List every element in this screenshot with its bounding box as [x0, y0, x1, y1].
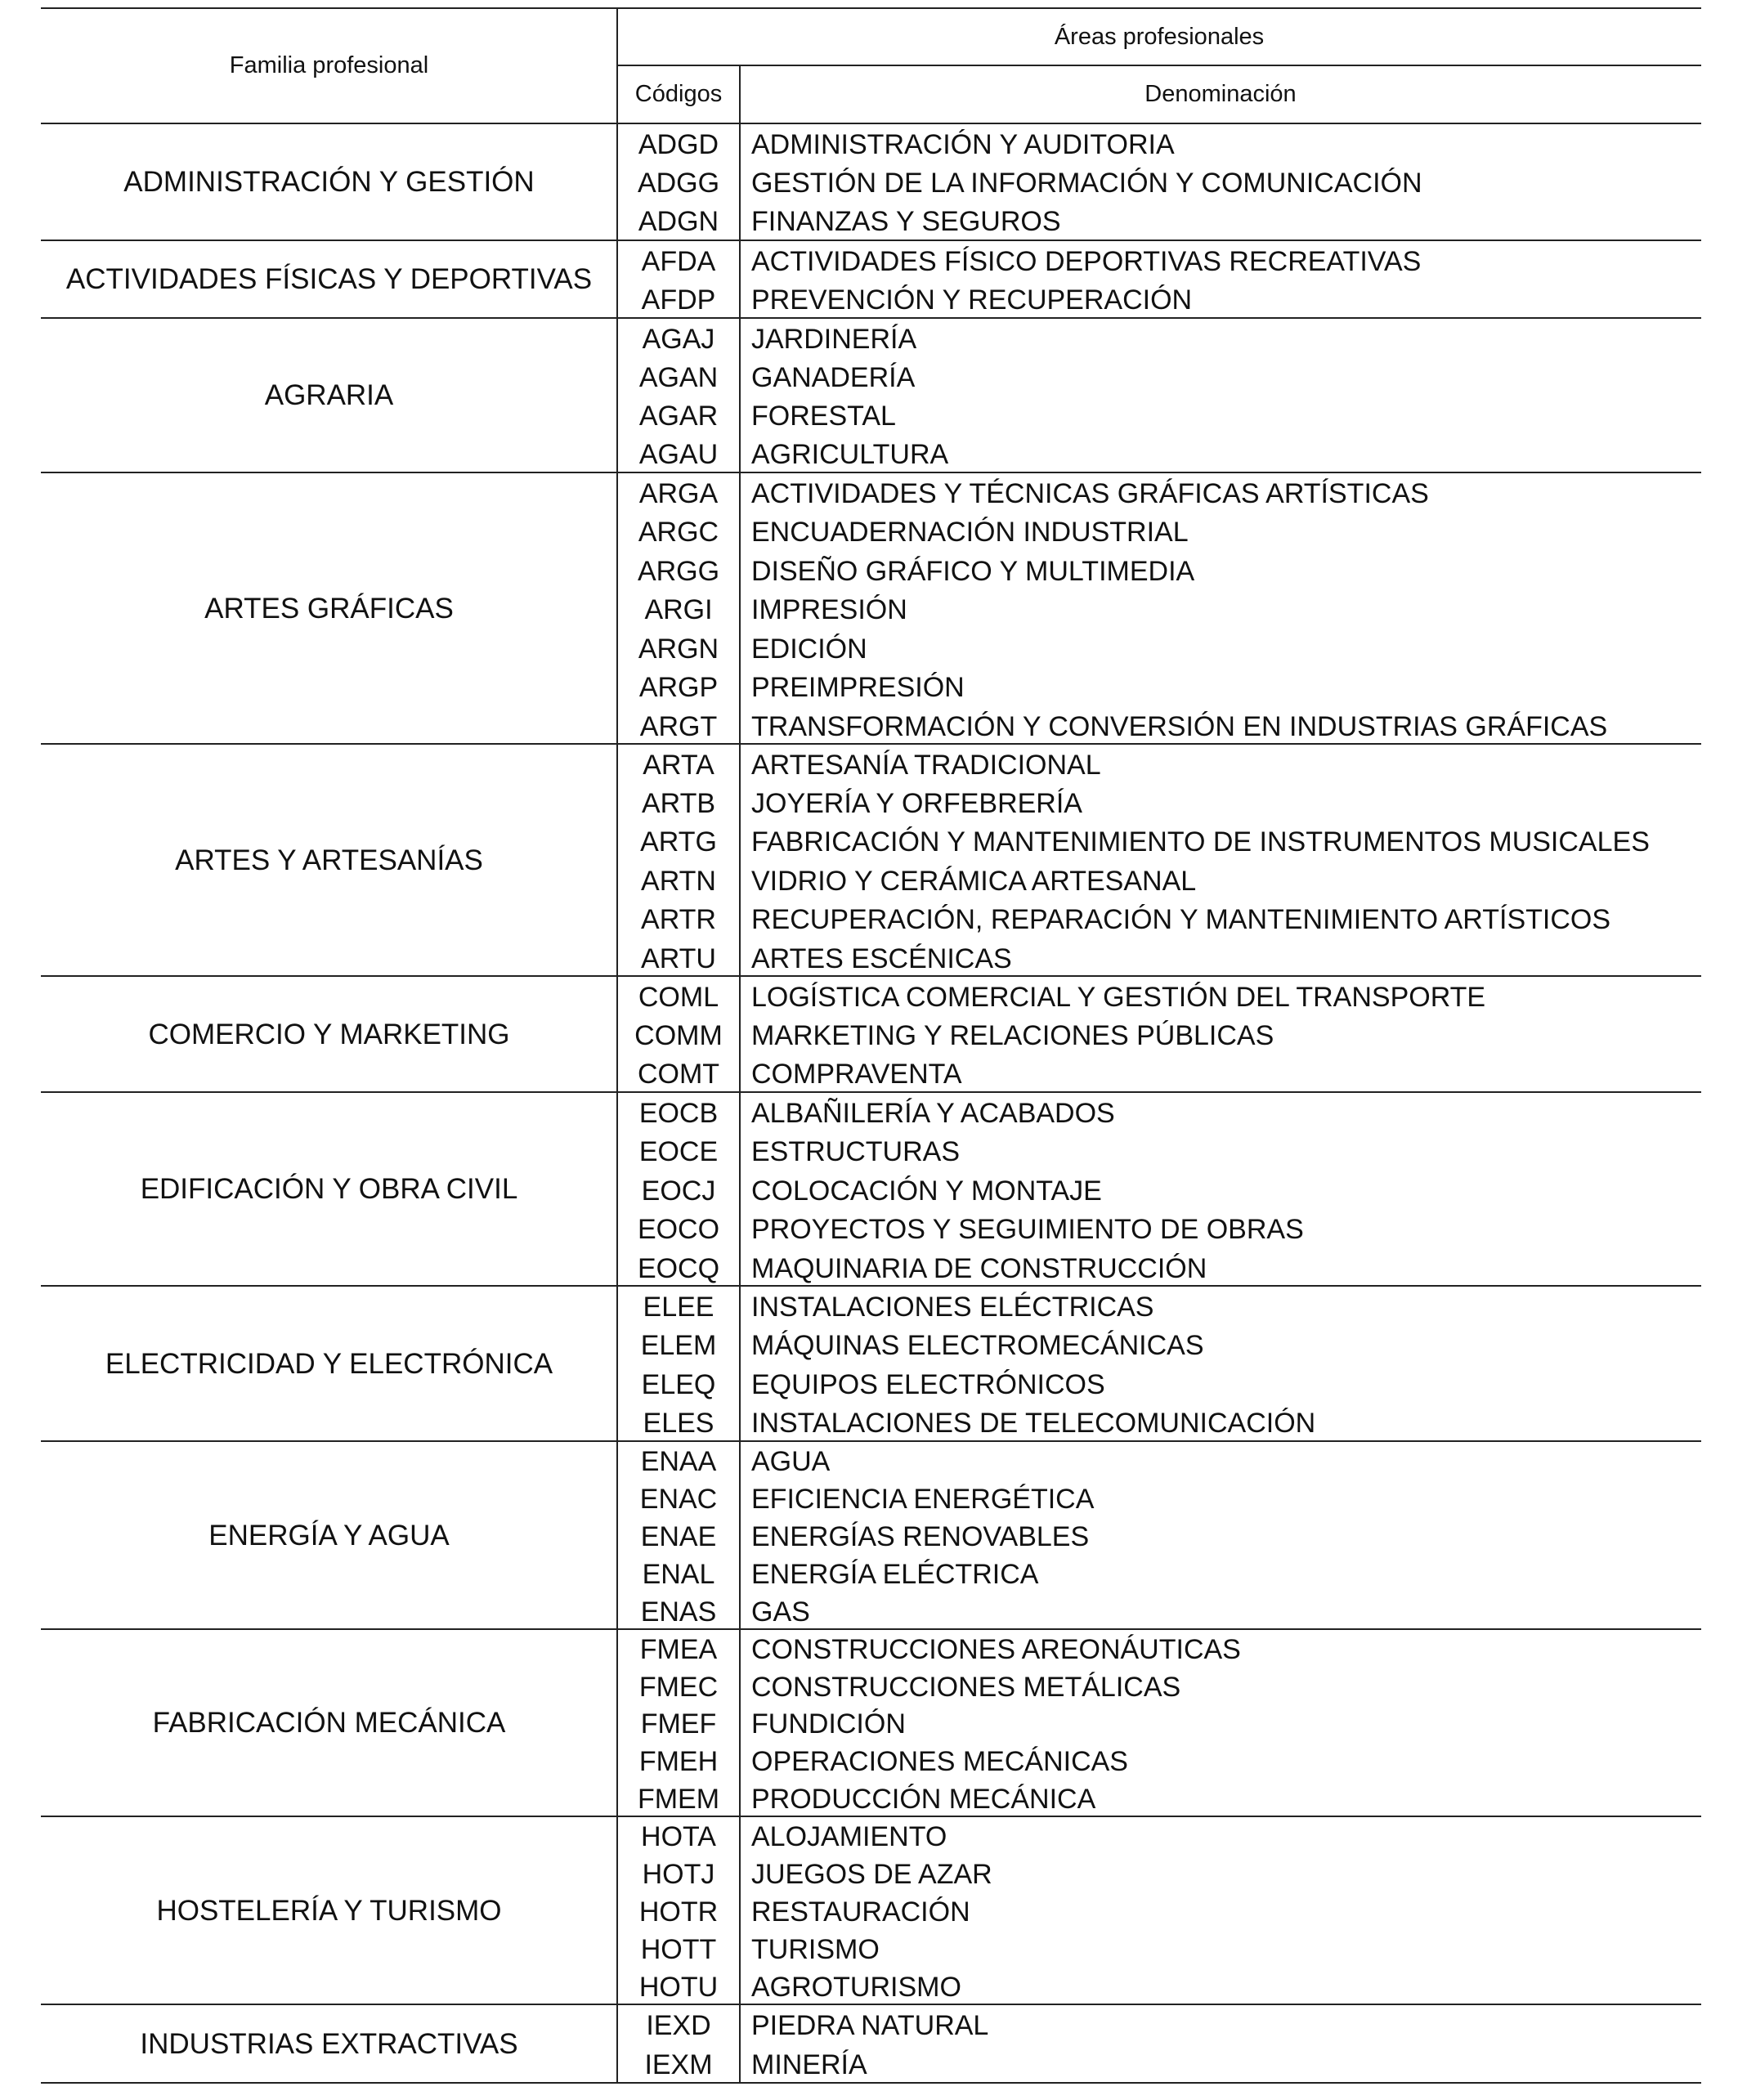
- area-name: GANADERÍA: [751, 361, 916, 393]
- family-name: EDIFICACIÓN Y OBRA CIVIL: [140, 1173, 518, 1205]
- area-code: FMEF: [640, 1708, 717, 1740]
- area-code: ADGD: [638, 128, 719, 160]
- area-code: ELES: [643, 1408, 714, 1440]
- area-name: MÁQUINAS ELECTROMECÁNICAS: [751, 1330, 1204, 1362]
- area-code: EOCJ: [641, 1175, 716, 1207]
- area-code: IEXM: [644, 2049, 713, 2080]
- area-code: HOTJ: [642, 1859, 715, 1890]
- area-name: MARKETING Y RELACIONES PÚBLICAS: [751, 1019, 1274, 1051]
- area-name: MINERÍA: [751, 2049, 867, 2080]
- header-areas: Áreas profesionales: [1054, 23, 1265, 50]
- area-name: DISEÑO GRÁFICO Y MULTIMEDIA: [751, 555, 1195, 587]
- area-code: ENAA: [640, 1446, 717, 1477]
- area-name: PREVENCIÓN Y RECUPERACIÓN: [751, 284, 1193, 316]
- family-name: COMERCIO Y MARKETING: [148, 1018, 510, 1050]
- area-name: PREIMPRESIÓN: [751, 672, 965, 704]
- area-name: AGUA: [751, 1446, 831, 1477]
- area-name: AGRICULTURA: [751, 439, 949, 471]
- area-name: FINANZAS Y SEGUROS: [751, 205, 1061, 237]
- area-name: INSTALACIONES DE TELECOMUNICACIÓN: [751, 1408, 1316, 1440]
- area-code: AGAJ: [642, 323, 715, 355]
- area-code: ENAL: [642, 1559, 715, 1590]
- family-name: FABRICACIÓN MECÁNICA: [152, 1707, 506, 1739]
- area-code: AFDP: [641, 284, 716, 316]
- area-name: AGROTURISMO: [751, 1972, 961, 2003]
- area-code: ENAC: [639, 1484, 718, 1515]
- area-name: LOGÍSTICA COMERCIAL Y GESTIÓN DEL TRANSPORTE: [751, 981, 1486, 1013]
- area-code: AFDA: [641, 245, 716, 277]
- area-name: INSTALACIONES ELÉCTRICAS: [751, 1291, 1154, 1323]
- area-name: GESTIÓN DE LA INFORMACIÓN Y COMUNICACIÓN: [751, 167, 1422, 199]
- area-code: ENAS: [640, 1596, 717, 1628]
- area-code: ARTB: [641, 788, 716, 820]
- area-name: PRODUCCIÓN MECÁNICA: [751, 1784, 1096, 1816]
- area-code: ARTU: [641, 943, 716, 974]
- area-name: TRANSFORMACIÓN Y CONVERSIÓN EN INDUSTRIAS GRÁFICAS: [751, 710, 1608, 742]
- area-name: PROYECTOS Y SEGUIMIENTO DE OBRAS: [751, 1214, 1304, 1246]
- area-code: FMEH: [638, 1746, 719, 1778]
- area-name: EDICIÓN: [751, 633, 867, 665]
- area-name: CONSTRUCCIONES METÁLICAS: [751, 1671, 1181, 1703]
- area-name: EQUIPOS ELECTRÓNICOS: [751, 1368, 1105, 1400]
- area-code: COMM: [634, 1019, 723, 1051]
- area-name: RESTAURACIÓN: [751, 1896, 970, 1928]
- area-code: COMT: [637, 1059, 720, 1090]
- area-code: ARGT: [639, 710, 718, 742]
- area-name: ENCUADERNACIÓN INDUSTRIAL: [751, 517, 1189, 549]
- family-name: INDUSTRIAS EXTRACTIVAS: [140, 2027, 518, 2060]
- area-code: FMEM: [637, 1784, 720, 1816]
- family-name: AGRARIA: [264, 379, 394, 411]
- area-name: CONSTRUCCIONES AREONÁUTICAS: [751, 1633, 1241, 1665]
- area-name: GAS: [751, 1596, 810, 1628]
- area-code: FMEC: [638, 1671, 719, 1703]
- area-code: EOCB: [638, 1097, 719, 1129]
- family-name: ACTIVIDADES FÍSICAS Y DEPORTIVAS: [65, 263, 593, 295]
- area-code: HOTT: [640, 1934, 717, 1965]
- area-code: HOTR: [638, 1896, 719, 1928]
- area-code: ARTA: [643, 749, 714, 781]
- area-name: JOYERÍA Y ORFEBRERÍA: [751, 788, 1082, 820]
- area-name: ARTESANÍA TRADICIONAL: [751, 749, 1101, 781]
- area-name: ESTRUCTURAS: [751, 1136, 961, 1168]
- area-code: ELEM: [640, 1330, 717, 1362]
- area-name: COLOCACIÓN Y MONTAJE: [751, 1175, 1102, 1207]
- area-name: FABRICACIÓN Y MANTENIMIENTO DE INSTRUMENTOS MUSICALES: [751, 826, 1650, 858]
- area-code: HOTA: [641, 1821, 716, 1852]
- area-code: FMEA: [639, 1633, 718, 1665]
- area-name: ACTIVIDADES FÍSICO DEPORTIVAS RECREATIVAS: [751, 245, 1422, 277]
- area-code: ARGN: [638, 633, 719, 665]
- family-name: ELECTRICIDAD Y ELECTRÓNICA: [105, 1347, 553, 1380]
- family-name: HOSTELERÍA Y TURISMO: [156, 1894, 502, 1927]
- area-name: FORESTAL: [751, 400, 896, 432]
- family-name: ARTES Y ARTESANÍAS: [175, 844, 483, 876]
- area-name: OPERACIONES MECÁNICAS: [751, 1746, 1128, 1778]
- area-name: ALBAÑILERÍA Y ACABADOS: [751, 1097, 1115, 1129]
- area-name: JARDINERÍA: [751, 323, 917, 355]
- area-name: FUNDICIÓN: [751, 1708, 906, 1740]
- area-name: ARTES ESCÉNICAS: [751, 943, 1012, 974]
- header-denominacion: Denominación: [1144, 81, 1297, 107]
- area-code: HOTU: [638, 1972, 719, 2003]
- area-name: PIEDRA NATURAL: [751, 2010, 989, 2041]
- area-code: AGAR: [638, 400, 719, 432]
- area-name: ENERGÍAS RENOVABLES: [751, 1521, 1090, 1552]
- family-name: ADMINISTRACIÓN Y GESTIÓN: [123, 166, 535, 198]
- area-code: ARGI: [644, 594, 713, 626]
- area-name: ADMINISTRACIÓN Y AUDITORIA: [751, 128, 1175, 160]
- area-code: ARGC: [638, 517, 719, 549]
- area-name: IMPRESIÓN: [751, 594, 907, 626]
- area-name: EFICIENCIA ENERGÉTICA: [751, 1484, 1095, 1515]
- area-code: ARGG: [637, 555, 720, 587]
- area-name: MAQUINARIA DE CONSTRUCCIÓN: [751, 1252, 1207, 1284]
- area-code: ENAE: [640, 1521, 717, 1552]
- area-code: AGAN: [638, 361, 719, 393]
- area-name: JUEGOS DE AZAR: [751, 1859, 992, 1890]
- area-code: ADGG: [637, 167, 720, 199]
- area-code: EOCE: [638, 1136, 719, 1168]
- area-code: ELEQ: [641, 1368, 716, 1400]
- area-name: ACTIVIDADES Y TÉCNICAS GRÁFICAS ARTÍSTICAS: [751, 477, 1429, 509]
- area-code: ARTR: [641, 904, 716, 936]
- family-name: ARTES GRÁFICAS: [204, 592, 454, 625]
- area-code: IEXD: [646, 2010, 711, 2041]
- area-code: ARGA: [638, 477, 719, 509]
- header-familia: Familia profesional: [229, 52, 429, 78]
- area-name: ENERGÍA ELÉCTRICA: [751, 1559, 1039, 1590]
- area-name: VIDRIO Y CERÁMICA ARTESANAL: [751, 865, 1197, 897]
- area-name: TURISMO: [751, 1934, 880, 1965]
- area-code: ARTG: [640, 826, 717, 858]
- family-name: ENERGÍA Y AGUA: [208, 1519, 450, 1551]
- header-codigos: Códigos: [634, 81, 723, 107]
- area-code: AGAU: [638, 439, 719, 471]
- area-code: ADGN: [638, 205, 719, 237]
- area-code: ARGP: [638, 672, 719, 704]
- area-name: RECUPERACIÓN, REPARACIÓN Y MANTENIMIENTO ARTÍSTICOS: [751, 904, 1611, 936]
- area-code: ARTN: [641, 865, 716, 897]
- area-code: EOCQ: [637, 1252, 720, 1284]
- area-code: ELEE: [643, 1291, 714, 1323]
- area-name: COMPRAVENTA: [751, 1059, 962, 1090]
- area-name: ALOJAMIENTO: [751, 1821, 947, 1852]
- area-code: EOCO: [637, 1214, 720, 1246]
- area-code: COML: [638, 981, 719, 1013]
